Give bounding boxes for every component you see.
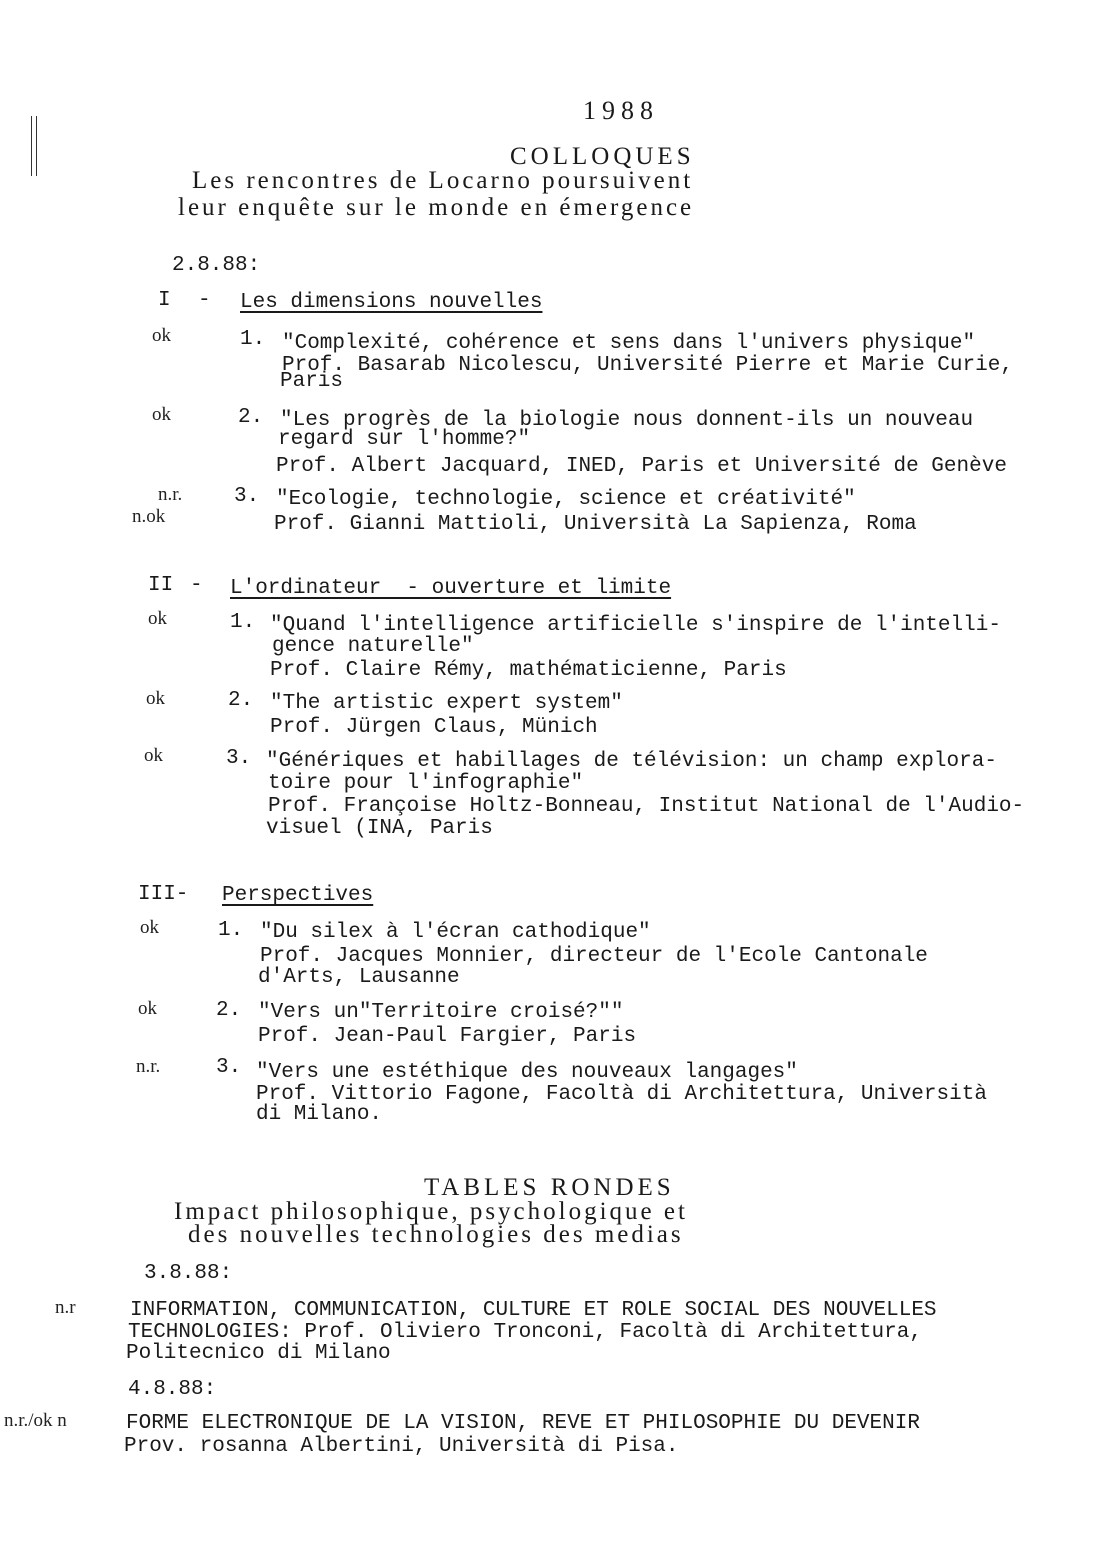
round-table-title-line: INFORMATION, COMMUNICATION, CULTURE ET ROLE SOCIAL DES NOUVELLES xyxy=(130,1299,937,1322)
section-title: L'ordinateur - ouverture et limite xyxy=(230,577,672,600)
colloques-heading: COLLOQUES xyxy=(510,143,695,170)
item-title-line: "Vers une estéthique des nouveaux langages" xyxy=(256,1061,798,1084)
item-number: 2. xyxy=(238,406,264,429)
round-table-title-line: FORME ELECTRONIQUE DE LA VISION, REVE ET PHILOSOPHIE DU DEVENIR xyxy=(126,1412,920,1435)
item-author-line: Prof. Claire Rémy, mathématicienne, Paris xyxy=(270,659,787,682)
item-title-line: "Génériques et habillages de télévision: un champ explora- xyxy=(266,750,997,773)
round-table-title-line: TECHNOLOGIES: Prof. Oliviero Tronconi, Facoltà di Architettura, xyxy=(128,1321,922,1344)
item-author-line: visuel (INA, Paris xyxy=(266,817,493,840)
item-number: 3. xyxy=(226,747,252,770)
item-author-line: Prof. Jürgen Claus, Münich xyxy=(270,716,598,739)
status-mark: n.r xyxy=(55,1297,76,1318)
item-number: 1. xyxy=(218,919,244,942)
colloques-subtitle-line-1: Les rencontres de Locarno poursuivent xyxy=(192,167,694,194)
round-table-author-line: Prov. rosanna Albertini, Università di Pisa. xyxy=(124,1435,679,1458)
item-title-line: regard sur l'homme?" xyxy=(278,428,531,451)
status-mark: ok xyxy=(152,404,171,425)
item-author-line: di Milano. xyxy=(256,1103,383,1126)
item-author-line: Paris xyxy=(280,370,344,393)
item-author-line: Prof. Vittorio Fagone, Facoltà di Architettura, Università xyxy=(256,1083,987,1106)
section-title: Les dimensions nouvelles xyxy=(240,291,543,314)
item-author-line: d'Arts, Lausanne xyxy=(258,966,460,989)
item-title-line: toire pour l'infographie" xyxy=(268,772,584,795)
status-mark: ok xyxy=(148,608,167,629)
item-author-line: Prof. Albert Jacquard, INED, Paris et Université de Genève xyxy=(276,455,1007,478)
status-mark: n.r. xyxy=(136,1056,161,1077)
item-number: 1. xyxy=(230,611,256,634)
status-mark: n.r. xyxy=(158,484,183,505)
status-mark: ok xyxy=(144,745,163,766)
margin-bracket-mark xyxy=(31,116,37,176)
item-author-line: Prof. Jean-Paul Fargier, Paris xyxy=(258,1025,637,1048)
status-mark: ok xyxy=(152,325,171,346)
tables-rondes-date: 3.8.88: xyxy=(144,1262,233,1285)
item-title-line: gence naturelle" xyxy=(272,635,474,658)
tables-rondes-subtitle-line-1: Impact philosophique, psychologique et xyxy=(174,1198,688,1225)
item-author-line: Prof. Françoise Holtz-Bonneau, Institut National de l'Audio- xyxy=(268,795,1025,818)
item-title-line: "Complexité, cohérence et sens dans l'univers physique" xyxy=(282,332,976,355)
status-mark: ok xyxy=(140,917,159,938)
tables-rondes-heading: TABLES RONDES xyxy=(424,1174,675,1201)
item-title-line: "Quand l'intelligence artificielle s'inspire de l'intelli- xyxy=(270,614,1001,637)
item-title-line: "Du silex à l'écran cathodique" xyxy=(260,921,651,944)
section-numeral: I xyxy=(158,289,171,312)
status-mark: ok xyxy=(138,998,157,1019)
section-dash: - xyxy=(190,574,203,597)
item-number: 3. xyxy=(216,1056,242,1079)
item-title-line: "Les progrès de la biologie nous donnent-ils un nouveau xyxy=(280,409,974,432)
item-number: 1. xyxy=(240,328,266,351)
status-mark: n.ok xyxy=(132,506,166,527)
section-numeral: III- xyxy=(138,883,189,906)
tables-rondes-subtitle-line-2: des nouvelles technologies des medias xyxy=(188,1221,684,1248)
item-title-line: "The artistic expert system" xyxy=(270,692,623,715)
year-heading: 1988 xyxy=(583,96,659,125)
item-author-line: Prof. Jacques Monnier, directeur de l'Ecole Cantonale xyxy=(260,945,928,968)
item-number: 2. xyxy=(228,689,254,712)
status-mark: n.r./ok n xyxy=(4,1410,67,1431)
item-number: 3. xyxy=(234,485,260,508)
item-author-line: Prof. Gianni Mattioli, Università La Sapienza, Roma xyxy=(274,513,917,536)
item-title-line: "Ecologie, technologie, science et créativité" xyxy=(276,488,856,511)
tables-rondes-date: 4.8.88: xyxy=(128,1378,217,1401)
status-mark: ok xyxy=(146,688,165,709)
colloques-subtitle-line-2: leur enquête sur le monde en émergence xyxy=(178,194,695,221)
item-title-line: "Vers un"Territoire croisé?"" xyxy=(258,1001,624,1024)
item-number: 2. xyxy=(216,999,242,1022)
section-dash: - xyxy=(198,289,211,312)
item-author-line: Prof. Basarab Nicolescu, Université Pierre et Marie Curie, xyxy=(282,354,1013,377)
round-table-author-line: Politecnico di Milano xyxy=(126,1342,391,1365)
colloques-date: 2.8.88: xyxy=(172,254,261,277)
section-numeral: II xyxy=(148,574,174,597)
section-title: Perspectives xyxy=(222,884,374,907)
